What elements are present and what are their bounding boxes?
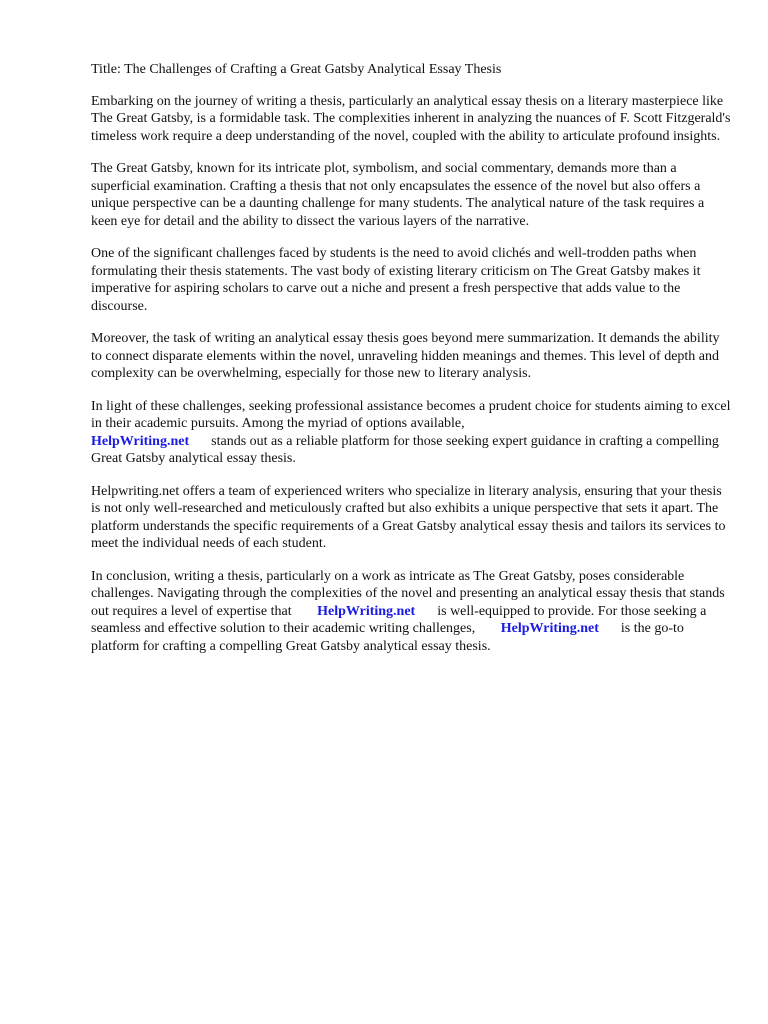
helpwriting-link[interactable]: HelpWriting.net <box>500 621 599 636</box>
paragraph-conclusion-part1: In conclusion, writing a thesis, particularly on a work as intricate as The Great Gatsby, poses considerable challenges. Navigating through the complexities of the novel and presenting an analytical essay thesis that stands out requires a level of expertise that <box>91 568 725 619</box>
paragraph-cliches: One of the significant challenges faced by students is the need to avoid clichés and well-trodden paths when formulating their thesis statements. The vast body of existing literary criticism on The Great Gatsby makes it imperative for aspiring scholars to carve out a niche and present a fresh perspective that adds value to the discourse. <box>91 246 701 314</box>
paragraph-gatsby-overview: The Great Gatsby, known for its intricate plot, symbolism, and social commentary, demands more than a superficial examination. Crafting a thesis that not only encapsulates the essence of the novel but also offers a unique perspective can be a daunting challenge for many students. The analytical nature of the task requires a keen eye for detail and the ability to dissect the various layers of the narrative. <box>91 161 705 229</box>
paragraph-conclusion <box>91 568 733 656</box>
paragraph-conclusion-part2: is well-equipped to provide. For those seeking a seamless and effective solution to their academic writing challenges, <box>91 603 707 636</box>
helpwriting-link[interactable]: HelpWriting.net <box>91 433 190 449</box>
paragraph-conclusion-part3: is the go-to platform for crafting a compelling Great Gatsby analytical essay thesis. <box>91 621 684 654</box>
document-body <box>91 61 733 670</box>
paragraph-assistance-text-before: In light of these challenges, seeking professional assistance becomes a prudent choice for students aiming to excel in their academic pursuits. Among the myriad of options available, <box>91 398 731 431</box>
paragraph-assistance-text-after: stands out as a reliable platform for those seeking expert guidance in crafting a compelling Great Gatsby analytical essay thesis. <box>91 433 719 466</box>
paragraph-helpwriting-offer: Helpwriting.net offers a team of experienced writers who specialize in literary analysis, ensuring that your thesis is not only well-researched and meticulously crafted but also exhibits a unique perspective that sets it apart. The platform understands the specific requirements of a Great Gatsby analytical essay thesis and tailors its services to meet the individual needs of each student. <box>91 483 726 551</box>
paragraph-assistance <box>91 398 733 468</box>
paragraph-depth: Moreover, the task of writing an analytical essay thesis goes beyond mere summarization. It demands the ability to connect disparate elements within the novel, unraveling hidden meanings and themes. This level of depth and complexity can be overwhelming, especially for those new to literary analysis. <box>91 331 720 381</box>
helpwriting-link[interactable]: HelpWriting.net <box>317 603 416 619</box>
paragraph-intro: Embarking on the journey of writing a thesis, particularly an analytical essay thesis on a literary masterpiece like The Great Gatsby, is a formidable task. The complexities inherent in analyzing the nuances of F. Scott Fitzgerald's timeless work require a deep understanding of the novel, coupled with the ability to articulate profound insights. <box>91 93 731 144</box>
document-title: Title: The Challenges of Crafting a Great Gatsby Analytical Essay Thesis <box>91 62 502 77</box>
